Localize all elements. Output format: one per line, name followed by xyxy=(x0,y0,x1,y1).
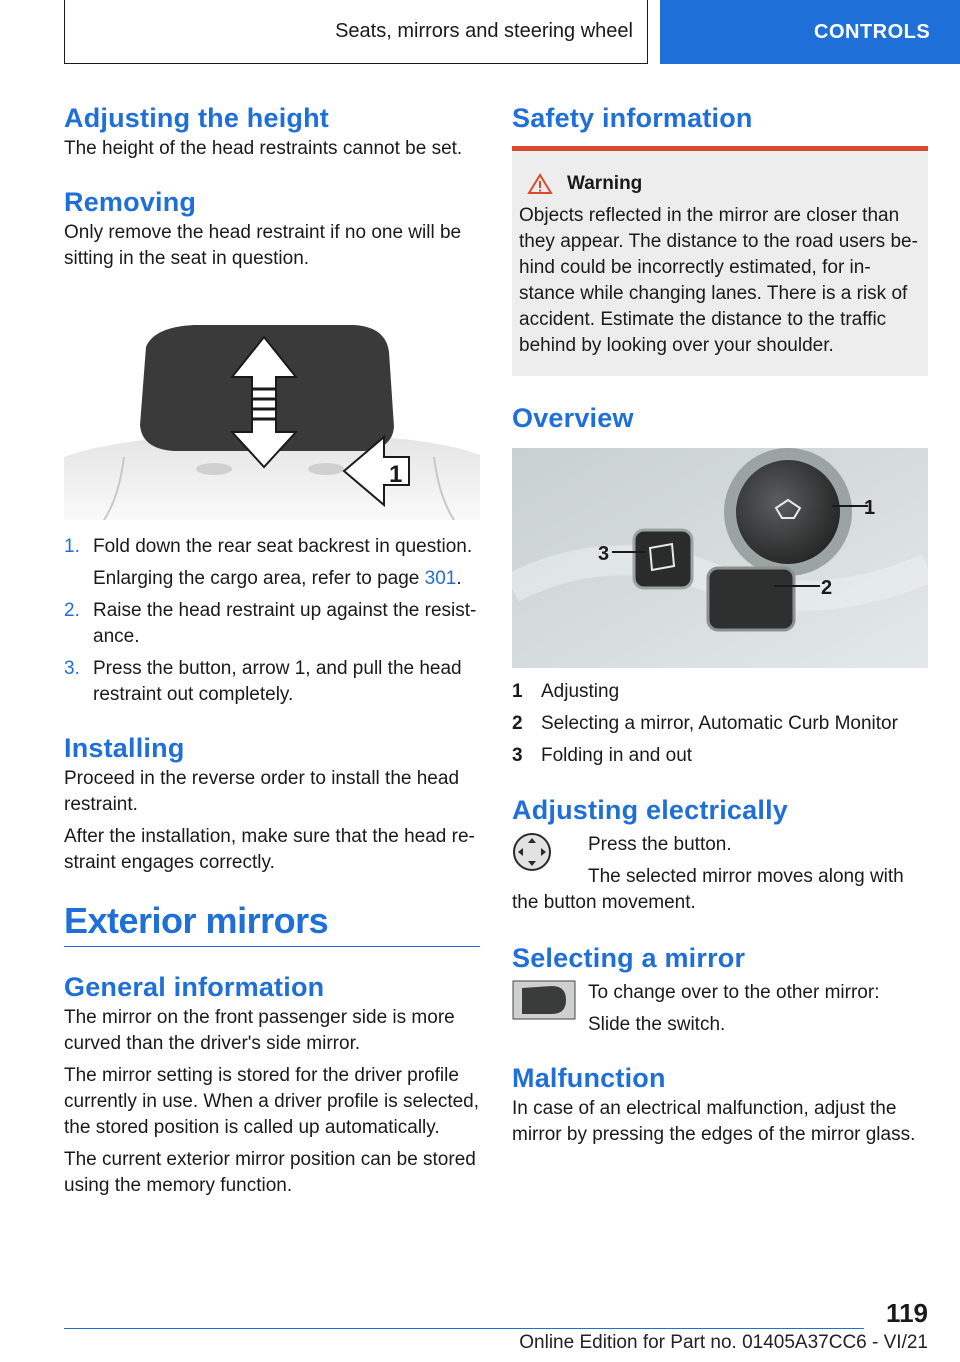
callout-1: 1 xyxy=(389,461,403,488)
heading-adjusting-height: Adjusting the height xyxy=(64,103,329,133)
paragraph-general-2: The mirror setting is stored for the driver profile currently in use. When a driver profile is selected, the stored position is called up automatically. xyxy=(64,1065,480,1138)
warning-title: Warning xyxy=(567,173,643,194)
right-column xyxy=(512,100,928,1148)
paragraph-adjusting-1: Press the button. xyxy=(588,834,732,855)
overview-legend xyxy=(512,676,928,772)
paragraph-malfunction: In case of an electrical malfunction, adjust the mirror by pressing the edges of the mirror glass. xyxy=(512,1098,916,1145)
paragraph-selecting-1: To change over to the other mirror: xyxy=(588,982,880,1003)
heading-installing: Installing xyxy=(64,733,185,763)
warning-text: Objects reflected in the mirror are closer than they appear. The distance to the road users be-hind could be incorrectly estimated, for in-stance while changing lanes. There is a risk of accident. Estimate the distance to the traffic behind by looking over your shoulder. xyxy=(519,205,918,356)
heading-malfunction: Malfunction xyxy=(512,1063,666,1093)
chapter-title: CONTROLS xyxy=(814,20,931,43)
heading-exterior-mirrors: Exterior mirrors xyxy=(64,900,329,941)
heading-general-information: General information xyxy=(64,972,325,1002)
warning-triangle-icon xyxy=(527,173,553,195)
paragraph-installing-1: Proceed in the reverse order to install the head restraint. xyxy=(64,768,460,815)
head-restraint-image xyxy=(64,307,480,520)
mirror-adjust-button-icon xyxy=(512,832,576,877)
heading-selecting-mirror: Selecting a mirror xyxy=(512,943,746,973)
legend-item: 2 Selecting a mirror, Automatic Curb Monitor xyxy=(512,713,898,734)
callout-1: 1 xyxy=(864,497,876,519)
mirror-controls-image xyxy=(512,448,928,668)
heading-overview: Overview xyxy=(512,403,634,433)
callout-3: 3 xyxy=(598,543,610,565)
heading-removing: Removing xyxy=(64,187,197,217)
paragraph-general-3: The current exterior mirror position can be stored using the memory function. xyxy=(64,1149,476,1196)
paragraph-height: The height of the head restraints cannot be set. xyxy=(64,138,463,159)
paragraph-removing: Only remove the head restraint if no one will be sitting in the seat in question. xyxy=(64,222,462,269)
step-3: 3. Press the button, arrow 1, and pull the head restraint out completely. xyxy=(64,658,462,705)
legend-item: 1 Adjusting xyxy=(512,681,620,702)
edition-footer: Online Edition for Part no. 01405A37CC6 - VI/21 xyxy=(519,1332,928,1353)
paragraph-selecting-2: Slide the switch. xyxy=(588,1014,726,1035)
warning-box xyxy=(512,146,928,376)
left-column xyxy=(64,100,480,1199)
running-header-section xyxy=(64,0,648,64)
step-1: 1. Fold down the rear seat backrest in question. xyxy=(64,536,473,557)
step-2: 2. Raise the head restraint up against the resist-ance. xyxy=(64,600,477,647)
heading-adjusting-electrically: Adjusting electrically xyxy=(512,795,788,825)
callout-2: 2 xyxy=(821,577,833,599)
footer-rule xyxy=(64,1328,864,1329)
mirror-selector-switch-icon xyxy=(512,980,576,1025)
step-1-note: Enlarging the cargo area, refer to page 301. xyxy=(93,568,462,589)
heading-safety-information: Safety information xyxy=(512,103,753,133)
running-header-chapter xyxy=(660,0,960,64)
legend-item: 3 Folding in and out xyxy=(512,745,693,766)
page-link-301[interactable]: 301 xyxy=(424,568,457,589)
paragraph-general-1: The mirror on the front passenger side is more curved than the driver's side mirror. xyxy=(64,1007,455,1054)
paragraph-installing-2: After the installation, make sure that the head re-straint engages correctly. xyxy=(64,826,475,873)
removal-steps xyxy=(64,534,480,708)
paragraph-adjusting-2: The selected mirror moves along with the button movement. xyxy=(512,866,904,913)
section-title: Seats, mirrors and steering wheel xyxy=(335,20,633,42)
page-number: 119 xyxy=(886,1298,928,1328)
